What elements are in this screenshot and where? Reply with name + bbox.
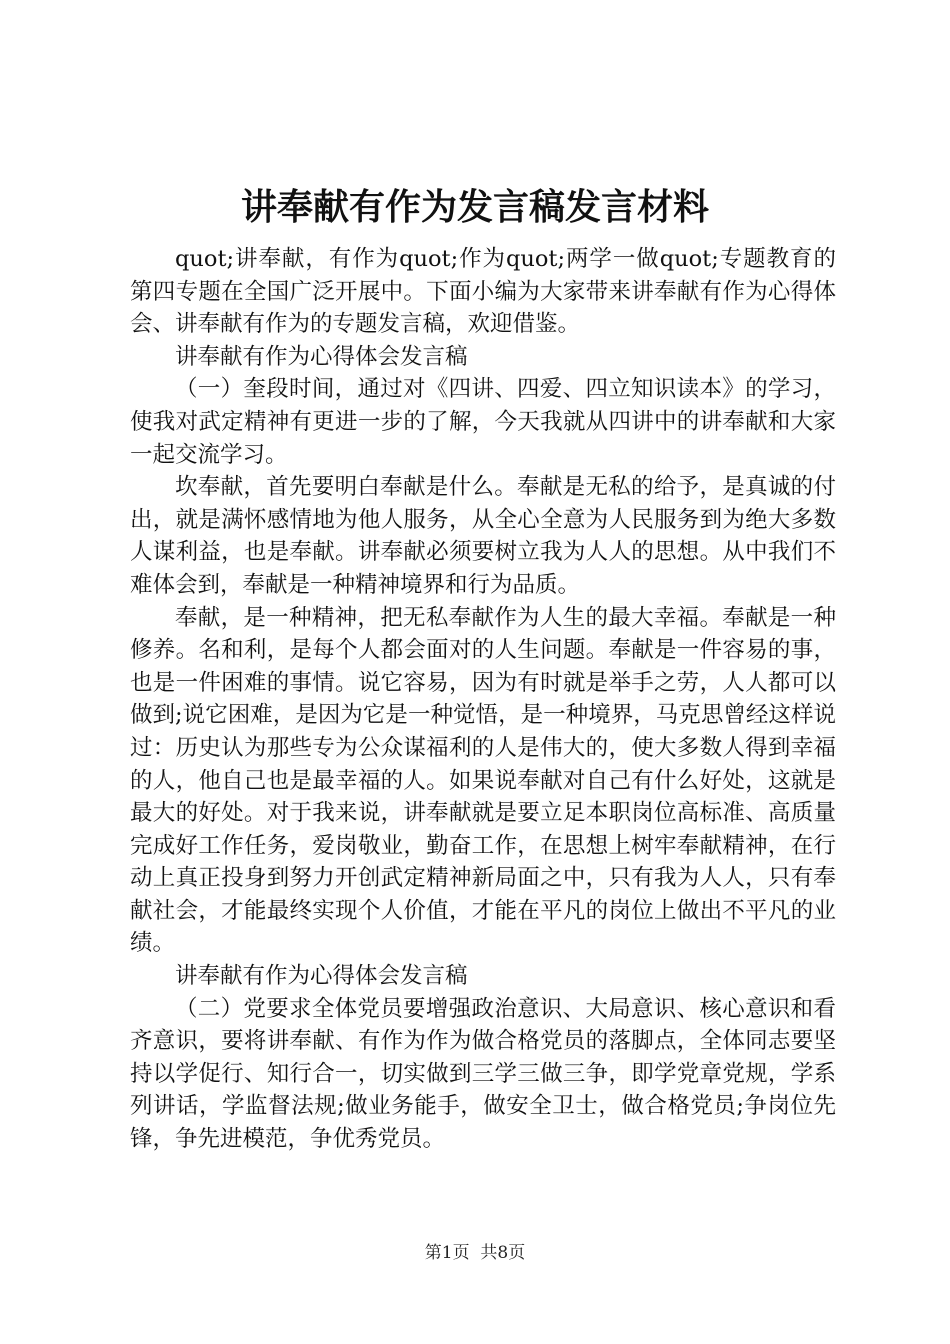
page-number: 第1页 (424, 1243, 470, 1263)
body-paragraph: 坎奉献，首先要明白奉献是什么。奉献是无私的给予，是真诚的付出，就是满怀感情地为他人服务，从全心全意为人民服务到为绝大多数人谋利益，也是奉献。讲奉献必须要树立我为人人的思想。从中我们不难体会到，奉献是一种精神境界和行为品质。 (130, 474, 836, 598)
section-heading: 讲奉献有作为心得体会发言稿 (175, 343, 468, 370)
page-footer (0, 1241, 950, 1265)
body-paragraph: 奉献，是一种精神，把无私奉献作为人生的最大幸福。奉献是一种修养。名和利，是每个人都会面对的人生问题。奉献是一件容易的事，也是一件困难的事情。说它容易，因为有时就是举手之劳，人人都可以做到;说它困难，是因为它是一种觉悟，是一种境界，马克思曾经这样说过：历史认为那些专为公众谋福利的人是伟大的，使大多数人得到幸福的人，他自己也是最幸福的人。如果说奉献对自己有什么好处，这就是最大的好处。对于我来说，讲奉献就是要立足本职岗位高标准、高质量完成好工作任务，爱岗敬业，勤奋工作，在思想上树牢奉献精神，在行动上真正投身到努力开创武定精神新局面之中，只有我为人人，只有奉献社会，才能最终实现个人价值，才能在平凡的岗位上做出不平凡的业绩。 (130, 604, 836, 957)
section-heading: 讲奉献有作为心得体会发言稿 (175, 963, 468, 990)
document-body (130, 243, 836, 1156)
document-title: 讲奉献有作为发言稿发言材料 (240, 186, 709, 228)
intro-paragraph: quot;讲奉献，有作为quot;作为quot;两学一做quot;专题教育的第四专题在全国广泛开展中。下面小编为大家带来讲奉献有作为心得体会、讲奉献有作为的专题发言稿，欢迎借鉴。 (130, 246, 836, 338)
body-paragraph: （二）党要求全体党员要增强政治意识、大局意识、核心意识和看齐意识，要将讲奉献、有作为作为做合格党员的落脚点，全体同志要坚持以学促行、知行合一，切实做到三学三做三争，即学党章党规，学系列讲话，学监督法规;做业务能手，做安全卫士，做合格党员;争岗位先锋，争先进模范，争优秀党员。 (130, 995, 836, 1153)
page-total: 共8页 (480, 1243, 526, 1263)
body-paragraph: （一）奎段时间，通过对《四讲、四爱、四立知识读本》的学习，使我对武定精神有更进一步的了解，今天我就从四讲中的讲奉献和大家一起交流学习。 (130, 376, 836, 468)
